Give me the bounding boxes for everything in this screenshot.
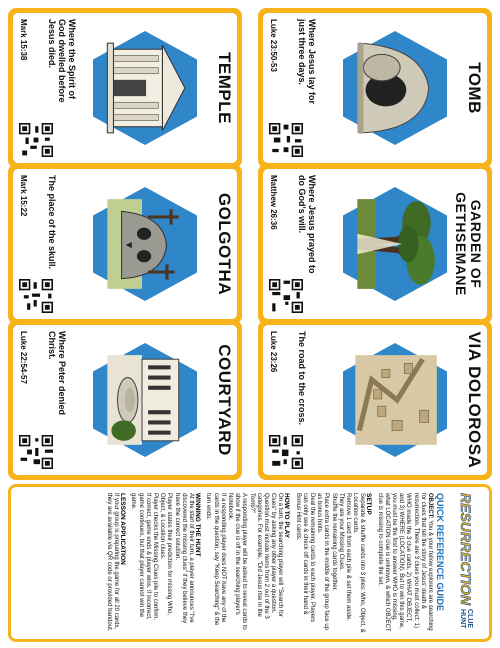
card-title: TOMB: [465, 62, 484, 114]
card-title: TEMPLE: [215, 52, 234, 124]
card-clue: Where the Spirit of God dwelled before Jesus died.: [47, 19, 77, 103]
qr-code[interactable]: [19, 123, 53, 157]
tomb-icon: [343, 31, 447, 145]
play-list: [204, 493, 283, 633]
play-line: Question must include items from 2 out of the 3 categories. For example, "Did Jesus rise in the Tomb?": [248, 493, 269, 619]
card-gethsemane[interactable]: [258, 164, 492, 324]
lesson-heading: LESSON APPLICATION: [119, 493, 127, 565]
win-line: At the start of their turn, a player announces "I've discovered the missing clues" if they believe they have the correct solution.: [173, 493, 195, 624]
card-reference: Mark 15:22: [19, 175, 28, 217]
logo-word: RESURRECTION: [458, 493, 474, 606]
qr-code[interactable]: [19, 279, 53, 313]
card-reference: Luke 23:50-53: [269, 19, 278, 72]
skull-hill-icon: [93, 187, 197, 301]
card-title-line-2: GETHSEMANE: [453, 192, 469, 296]
card-tomb[interactable]: [258, 8, 492, 168]
card-title: [453, 173, 483, 315]
card-clue: Where Jesus lay for just three days.: [297, 19, 317, 105]
setup-heading: SETUP: [365, 493, 373, 515]
card-golgotha[interactable]: [8, 164, 242, 324]
temple-icon: [93, 31, 197, 145]
card-title: COURTYARD: [215, 344, 234, 456]
win-line: Player states their prediction for missing Who, Object, & Location clues.: [159, 493, 173, 616]
setup-list: [293, 493, 365, 633]
win-line: If correct, game ends & player wins. If incorrect, game continues, but that player cannot win the game.: [130, 493, 151, 620]
setup-line: Place extra cards in the middle of the group face up as bonus hints.: [316, 493, 330, 631]
card-via-dolorosa[interactable]: [258, 320, 492, 480]
card-title-line-1: GARDEN OF: [468, 199, 484, 289]
qr-code[interactable]: [19, 435, 53, 469]
play-line: If a responding player does NOT have any of the cards in the question, say "Keep Searching" & the turn ends.: [205, 493, 226, 626]
card-title: GOLGOTHA: [215, 192, 234, 296]
guide-title: QUICK REFERENCE GUIDE: [435, 493, 445, 612]
play-line: On a turn, the searching player will "Search for Clues" by asking any other player a question.: [270, 493, 284, 617]
card-clue: Where Peter denied Christ.: [47, 331, 67, 416]
lesson-text: If your group is preparing the game for all 20 cards, they are available via QR code or provided handout.: [106, 493, 120, 632]
win-line: Player checks the Missing Clues pile to confirm.: [152, 493, 159, 621]
win-heading: WINNING THE HUNT: [194, 493, 202, 557]
card-courtyard[interactable]: [8, 320, 242, 480]
resurrection-logo: [447, 493, 485, 633]
card-reference: Luke 23:26: [269, 331, 278, 373]
card-title: VIA DOLOROSA: [465, 331, 484, 469]
card-reference: Mark 15:38: [19, 19, 28, 61]
logo-sub: CLUE HUNT: [459, 609, 473, 629]
setup-line: Remove 1 card from each pile & set them aside. They are your Missing Clues.: [337, 493, 351, 622]
olive-tree-icon: [343, 187, 447, 301]
card-reference: Matthew 26:36: [269, 175, 278, 230]
play-heading: HOW TO PLAY: [283, 493, 291, 539]
courtyard-icon: [93, 343, 197, 457]
road-map-icon: [343, 343, 447, 457]
card-clue: The place of the skull.: [47, 175, 57, 270]
card-temple[interactable]: [8, 8, 242, 168]
setup-line: Separate & shuffle cards into 3 piles: Who, Object, & Location cards.: [352, 493, 366, 633]
card-clue: The road to the cross.: [297, 331, 307, 426]
card-clue: Where Jesus prayed to do God's will.: [297, 175, 317, 274]
qr-code[interactable]: [269, 435, 303, 469]
setup-line: Deal the remaining cards to each player. Players can only see & check off cards in their hand & Bonus Hint cards.: [294, 493, 315, 623]
qr-code[interactable]: [269, 123, 303, 157]
setup-line: Shuffle the remaining cards together.: [330, 493, 337, 591]
card-reference: Luke 22:54-57: [19, 331, 28, 384]
quick-reference-guide: [8, 484, 492, 642]
guide-object: [375, 493, 433, 633]
object-text: You & your fellow explorers are searching for clues that tell the story of Jesus' death & resurrection. There are 3 clues you must collect: 1) WHO made the 3 clue cards, 2) WHAT OBJECT, and 3) WHERE (LOCATION). But to win this game, you must be the first to answer WHO is missing, what LOCATION clue is unknown, & which OBJECT clue is missing to complete the set.: [376, 493, 433, 632]
win-list: [129, 493, 194, 633]
object-label: OBJECT:: [427, 493, 433, 519]
play-line: A responding player will be asked to reveal cards to show if the clue is off in the searching player's Notebook.: [226, 493, 248, 630]
qr-code[interactable]: [269, 279, 303, 313]
